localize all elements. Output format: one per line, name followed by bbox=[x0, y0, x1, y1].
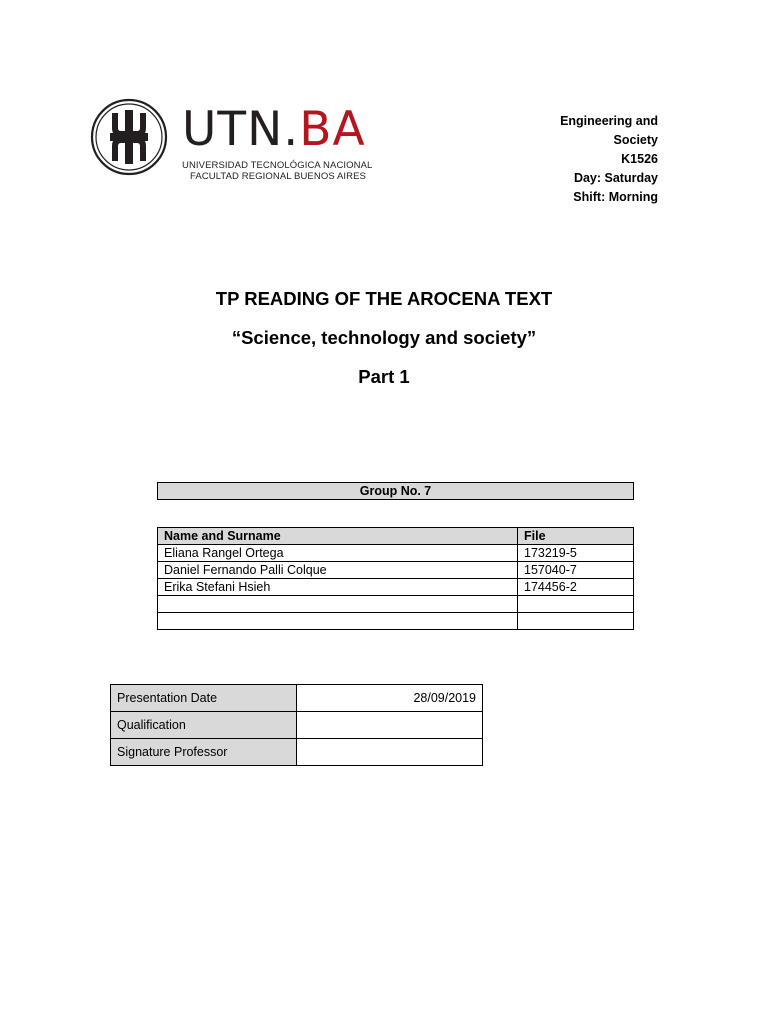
course-day: Day: Saturday bbox=[573, 171, 658, 185]
header-file: File bbox=[518, 528, 634, 545]
course-line-1: Engineering and bbox=[560, 114, 658, 128]
qualification-value bbox=[297, 712, 483, 739]
logo-word-red: BA bbox=[299, 102, 366, 157]
table-row bbox=[158, 613, 634, 630]
presentation-date-value: 28/09/2019 bbox=[297, 685, 483, 712]
table-row bbox=[158, 562, 634, 579]
member-name: Daniel Fernando Palli Colque bbox=[158, 562, 518, 579]
member-file: 173219-5 bbox=[518, 545, 634, 562]
presentation-date-label: Presentation Date bbox=[111, 685, 297, 712]
table-row bbox=[158, 579, 634, 596]
member-name: Eliana Rangel Ortega bbox=[158, 545, 518, 562]
presentation-table bbox=[110, 684, 483, 766]
member-name bbox=[158, 613, 518, 630]
table-row bbox=[158, 545, 634, 562]
document-title: TP READING OF THE AROCENA TEXT bbox=[215, 288, 553, 309]
header-name: Name and Surname bbox=[158, 528, 518, 545]
course-shift: Shift: Morning bbox=[573, 190, 658, 204]
course-info bbox=[518, 112, 658, 207]
member-name bbox=[158, 596, 518, 613]
logo-subtitle-line2: FACULTAD REGIONAL BUENOS AIRES bbox=[190, 171, 366, 182]
table-row bbox=[111, 712, 483, 739]
member-file: 174456-2 bbox=[518, 579, 634, 596]
member-file: 157040-7 bbox=[518, 562, 634, 579]
logo-wordmark bbox=[182, 104, 366, 156]
logo-subtitle-line1: UNIVERSIDAD TECNOLÓGICA NACIONAL bbox=[182, 160, 373, 171]
member-file bbox=[518, 596, 634, 613]
course-code: K1526 bbox=[621, 152, 658, 166]
group-label: Group No. 7 bbox=[158, 483, 634, 500]
member-name: Erika Stefani Hsieh bbox=[158, 579, 518, 596]
member-file bbox=[518, 613, 634, 630]
signature-value bbox=[297, 739, 483, 766]
utn-logo bbox=[90, 98, 380, 184]
members-table bbox=[157, 527, 634, 630]
document-subtitle: “Science, technology and society” bbox=[231, 327, 537, 348]
table-row bbox=[111, 685, 483, 712]
document-part: Part 1 bbox=[358, 366, 410, 387]
signature-label: Signature Professor bbox=[111, 739, 297, 766]
utn-emblem-icon bbox=[90, 98, 168, 176]
table-row bbox=[111, 739, 483, 766]
table-row bbox=[158, 596, 634, 613]
qualification-label: Qualification bbox=[111, 712, 297, 739]
course-line-2: Society bbox=[613, 133, 658, 147]
logo-word-dark: UTN. bbox=[182, 102, 300, 157]
members-header-row bbox=[158, 528, 634, 545]
group-table bbox=[157, 482, 634, 500]
